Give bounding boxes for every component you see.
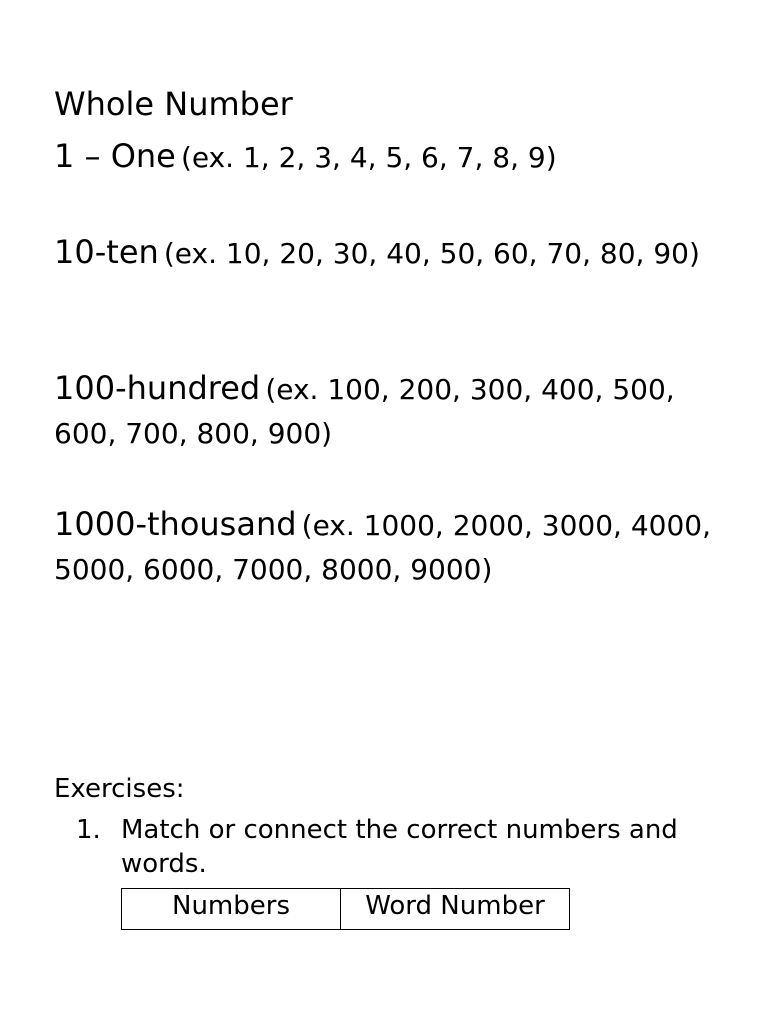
matching-table — [121, 888, 570, 930]
entry-examples: (ex. 1000, 2000, 3000, 4000, 5000, 6000, 7000, 8000, 9000) — [54, 509, 712, 586]
entry-examples: (ex. 10, 20, 30, 40, 50, 60, 70, 80, 90) — [163, 237, 700, 270]
entry-examples: (ex. 1, 2, 3, 4, 5, 6, 7, 8, 9) — [180, 141, 557, 174]
exercise-number: 1. — [76, 815, 101, 845]
exercises-heading: Exercises: — [54, 774, 185, 804]
column-header-numbers: Numbers — [122, 889, 341, 930]
place-value-entry-one — [54, 136, 734, 182]
entry-term: 100-hundred — [54, 369, 261, 407]
column-header-word-number: Word Number — [341, 889, 570, 930]
table-header-row — [122, 889, 570, 930]
place-value-entry-hundred — [54, 368, 734, 458]
entry-term: 10-ten — [54, 233, 159, 271]
exercise-instruction: Match or connect the correct numbers and words. — [121, 815, 678, 879]
page-title: Whole Number — [54, 85, 293, 123]
place-value-entry-thousand — [54, 504, 734, 594]
place-value-entry-ten — [54, 232, 734, 278]
entry-term: 1 – One — [54, 137, 176, 175]
entry-examples: (ex. 100, 200, 300, 400, 500, 600, 700, 800, 900) — [54, 373, 675, 450]
entry-term: 1000-thousand — [54, 505, 297, 543]
